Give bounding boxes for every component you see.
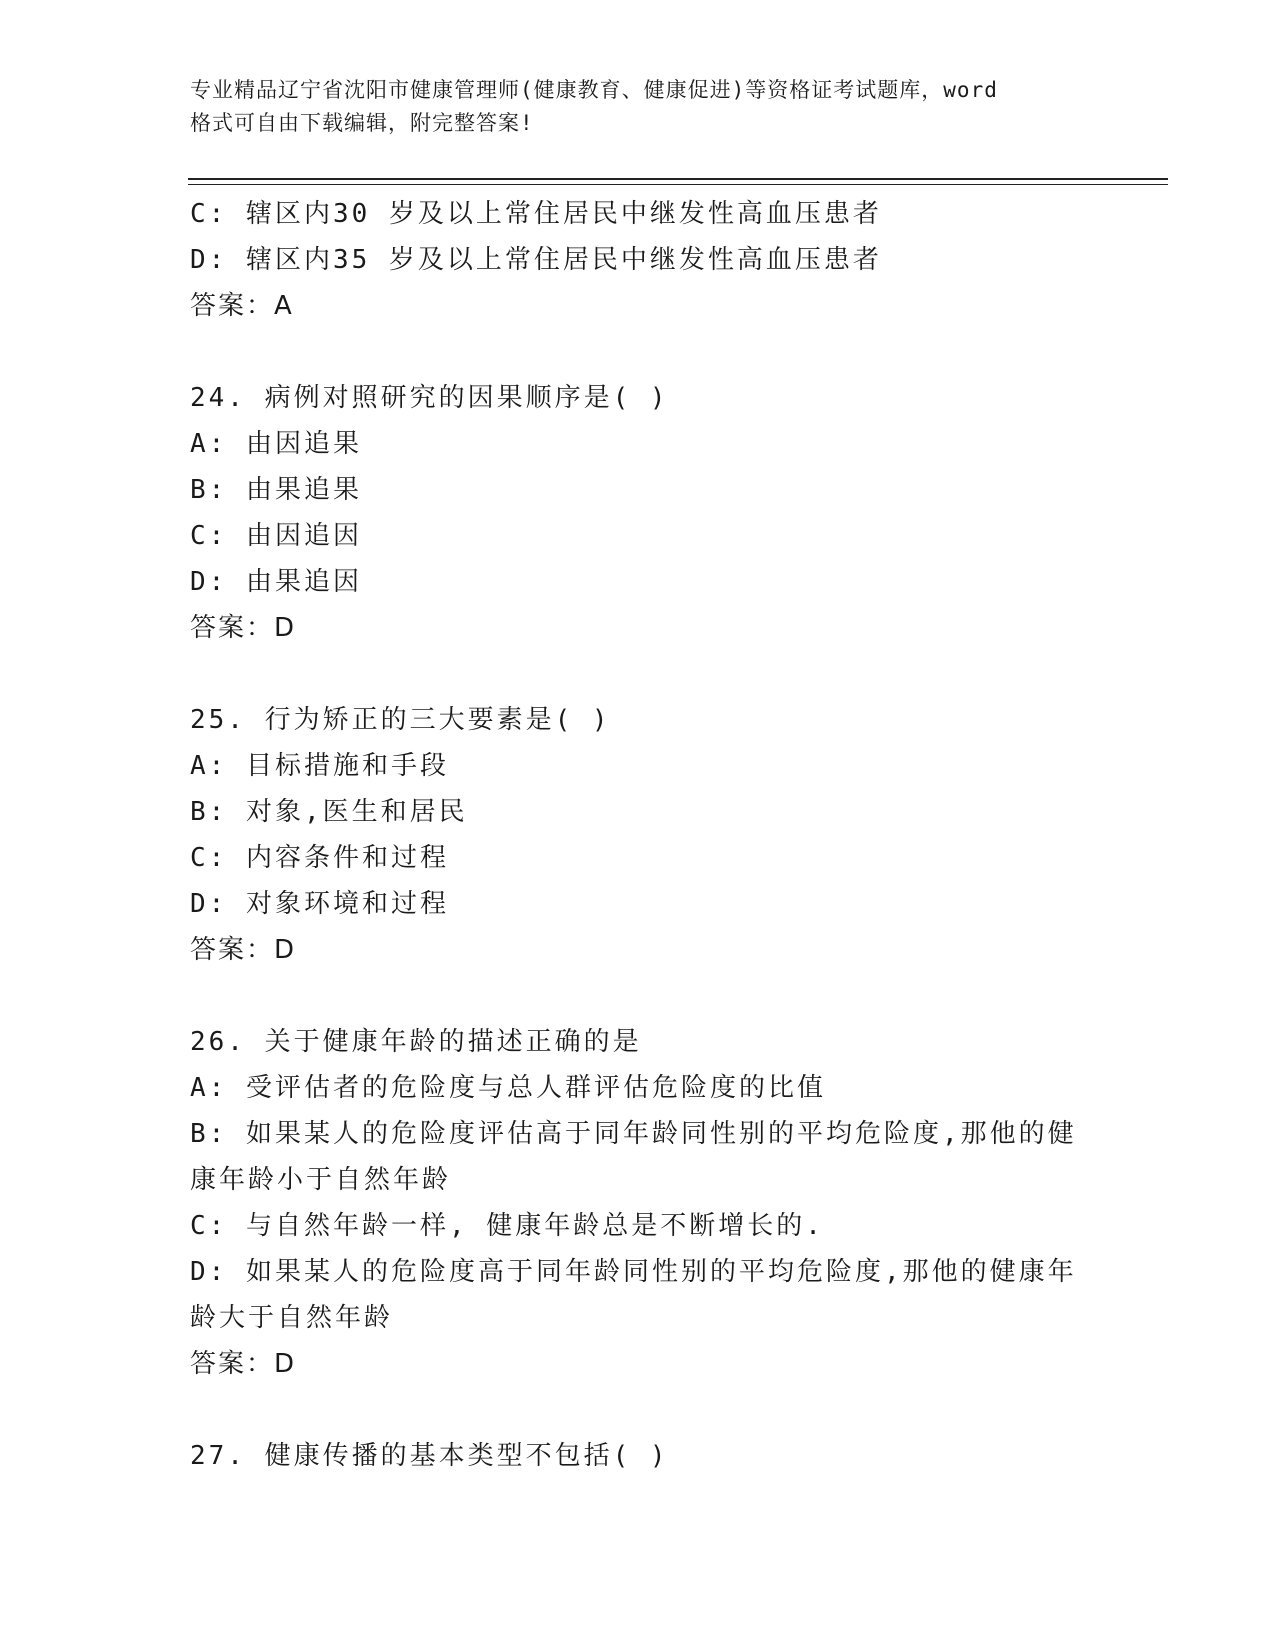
option-d: D: 对象环境和过程 — [190, 889, 449, 919]
question-text: 24. 病例对照研究的因果顺序是( ) — [190, 383, 669, 413]
option-c: C: 由因追因 — [190, 521, 362, 551]
question-text: 26. 关于健康年龄的描述正确的是 — [190, 1027, 642, 1057]
answer: 答案：D — [190, 613, 297, 643]
spacer — [190, 973, 1090, 1019]
question-23 — [190, 191, 1090, 329]
option-a: A: 由因追果 — [190, 429, 362, 459]
question-26 — [190, 1019, 1090, 1387]
header-divider-thin — [188, 184, 1168, 185]
spacer — [190, 329, 1090, 375]
option-b: B: 对象,医生和居民 — [190, 797, 468, 827]
question-24 — [190, 375, 1090, 651]
option-d: D: 辖区内35 岁及以上常住居民中继发性高血压患者 — [190, 245, 882, 275]
header-line-2: 格式可自由下载编辑，附完整答案! — [190, 111, 534, 135]
option-b-line-2: 康年龄小于自然年龄 — [190, 1165, 452, 1195]
option-b-line-1: B: 如果某人的危险度评估高于同年龄同性别的平均危险度,那他的健 — [190, 1119, 1077, 1149]
document-header — [190, 74, 1090, 140]
spacer — [190, 651, 1090, 697]
option-b: B: 由果追果 — [190, 475, 362, 505]
answer: 答案：D — [190, 1349, 297, 1379]
option-a: A: 受评估者的危险度与总人群评估危险度的比值 — [190, 1073, 826, 1103]
question-list — [190, 191, 1090, 1479]
option-c: C: 辖区内30 岁及以上常住居民中继发性高血压患者 — [190, 199, 882, 229]
question-text: 27. 健康传播的基本类型不包括( ) — [190, 1441, 669, 1471]
header-line-1: 专业精品辽宁省沈阳市健康管理师(健康教育、健康促进)等资格证考试题库，word — [190, 78, 998, 102]
question-25 — [190, 697, 1090, 973]
option-d-line-2: 龄大于自然年龄 — [190, 1303, 394, 1333]
spacer — [190, 1387, 1090, 1433]
header-divider-thick — [188, 178, 1168, 180]
option-a: A: 目标措施和手段 — [190, 751, 449, 781]
question-27 — [190, 1433, 1090, 1479]
option-c: C: 与自然年龄一样, 健康年龄总是不断增长的. — [190, 1211, 824, 1241]
answer: 答案：D — [190, 935, 297, 965]
question-text: 25. 行为矫正的三大要素是( ) — [190, 705, 611, 735]
option-c: C: 内容条件和过程 — [190, 843, 449, 873]
option-d-line-1: D: 如果某人的危险度高于同年龄同性别的平均危险度,那他的健康年 — [190, 1257, 1077, 1287]
option-d: D: 由果追因 — [190, 567, 362, 597]
answer: 答案：A — [190, 291, 294, 321]
